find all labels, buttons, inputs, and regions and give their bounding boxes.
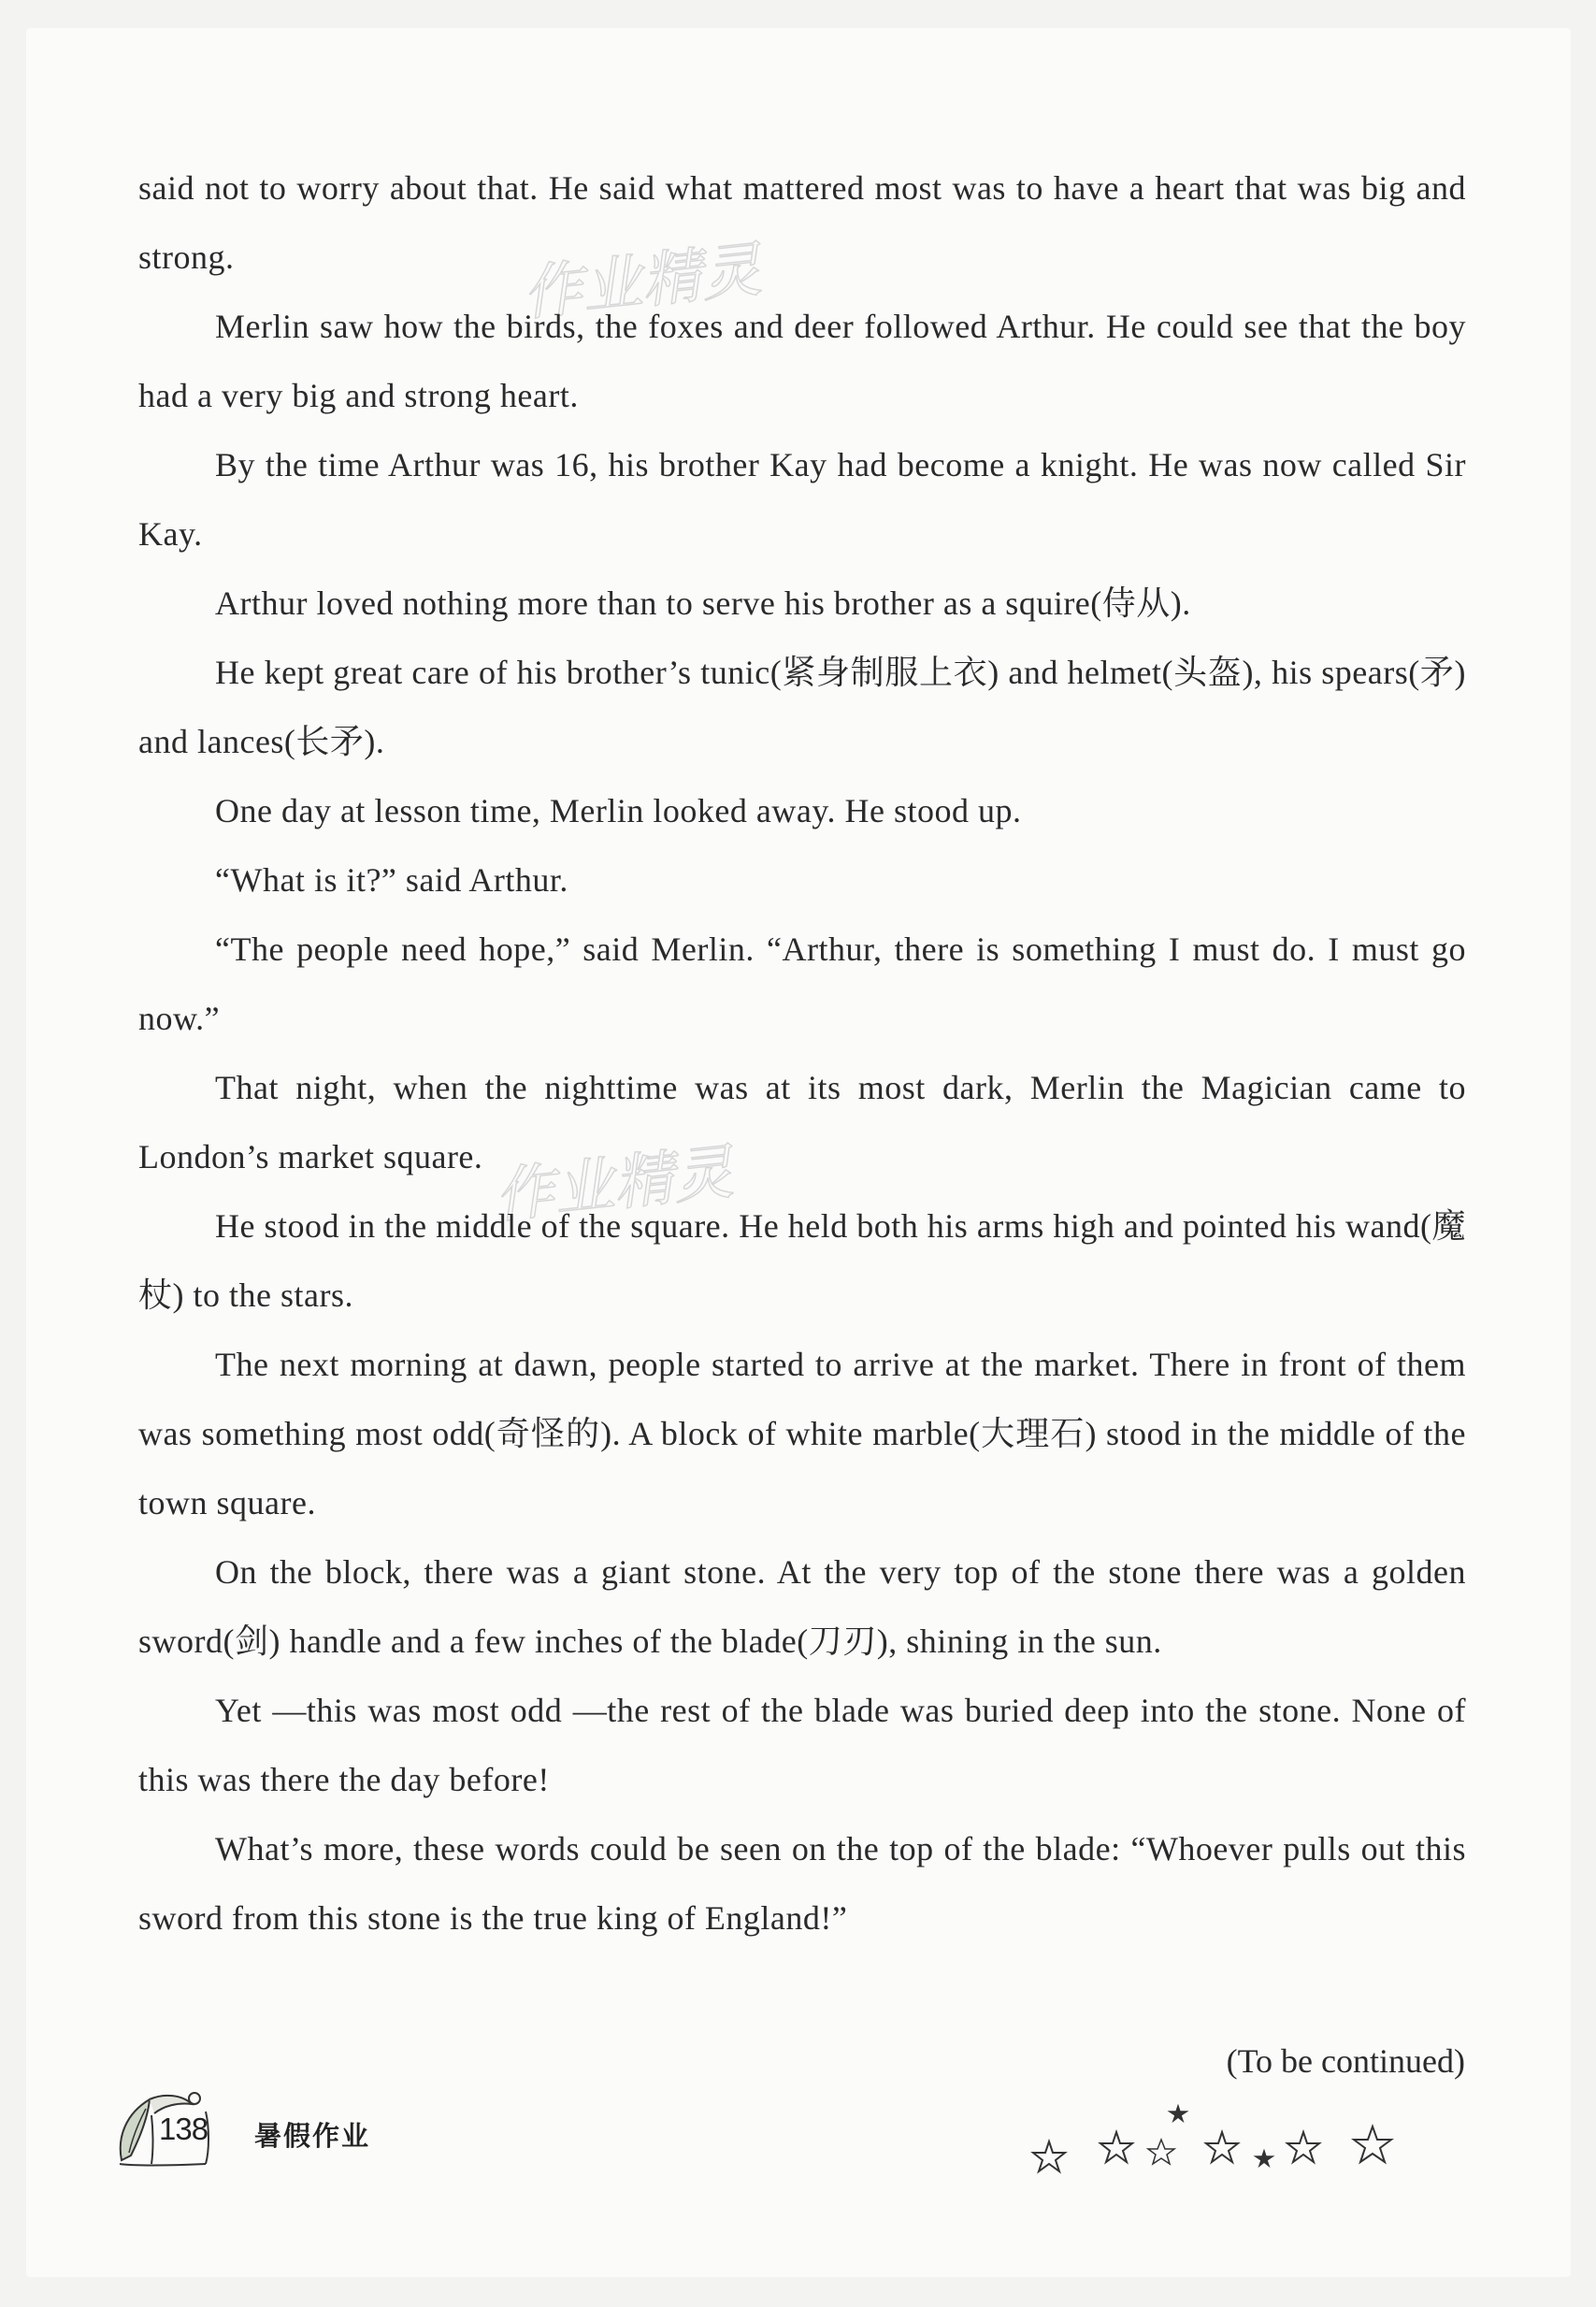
paragraph: One day at lesson time, Merlin looked away. He stood up. [215,792,1022,829]
story-text [138,153,1466,1953]
decorative-stars-icon [1019,2095,1487,2179]
paragraph: said not to worry about that. He said what mattered most was to have a heart that was big and strong. [138,169,1466,276]
paragraph: What’s more, these words could be seen on the top of the blade: “Whoever pulls out this sword from this stone is the true king of England!” [138,1830,1466,1937]
paragraph: “What is it?” said Arthur. [215,861,568,899]
paragraph: Yet —this was most odd —the rest of the blade was buried deep into the stone. None of this was there the day before! [138,1692,1466,1798]
paragraph: Merlin saw how the birds, the foxes and deer followed Arthur. He could see that the boy had a very big and strong heart. [138,308,1466,414]
paragraph: Arthur loved nothing more than to serve his brother as a squire(侍从). [215,584,1191,622]
paragraph: The next morning at dawn, people started to arrive at the market. There in front of them was something most odd(奇怪的). A block of white marble(大理石) stood in the middle of the town square. [138,1346,1466,1521]
paragraph: “The people need hope,” said Merlin. “Arthur, there is something I must do. I must go now.” [138,930,1466,1037]
paragraph: By the time Arthur was 16, his brother Kay had become a knight. He was now called Sir Kay. [138,446,1466,553]
book-title: 暑假作业 [254,2120,371,2152]
paragraph: He stood in the middle of the square. He held both his arms high and pointed his wand(魔杖) to the stars. [138,1207,1466,1314]
paragraph: On the block, there was a giant stone. At the very top of the stone there was a golden sword(剑) handle and a few inches of the blade(刀刃), shining in the sun. [138,1553,1466,1660]
paragraph: That night, when the nighttime was at its most dark, Merlin the Magician came to London’s market square. [138,1069,1466,1175]
page-number: 138 [159,2112,208,2146]
paragraph: He kept great care of his brother’s tunic(紧身制服上衣) and helmet(头盔), his spears(矛) and lances(长矛). [138,654,1466,760]
to-be-continued-note: (To be continued) [1226,2042,1465,2080]
